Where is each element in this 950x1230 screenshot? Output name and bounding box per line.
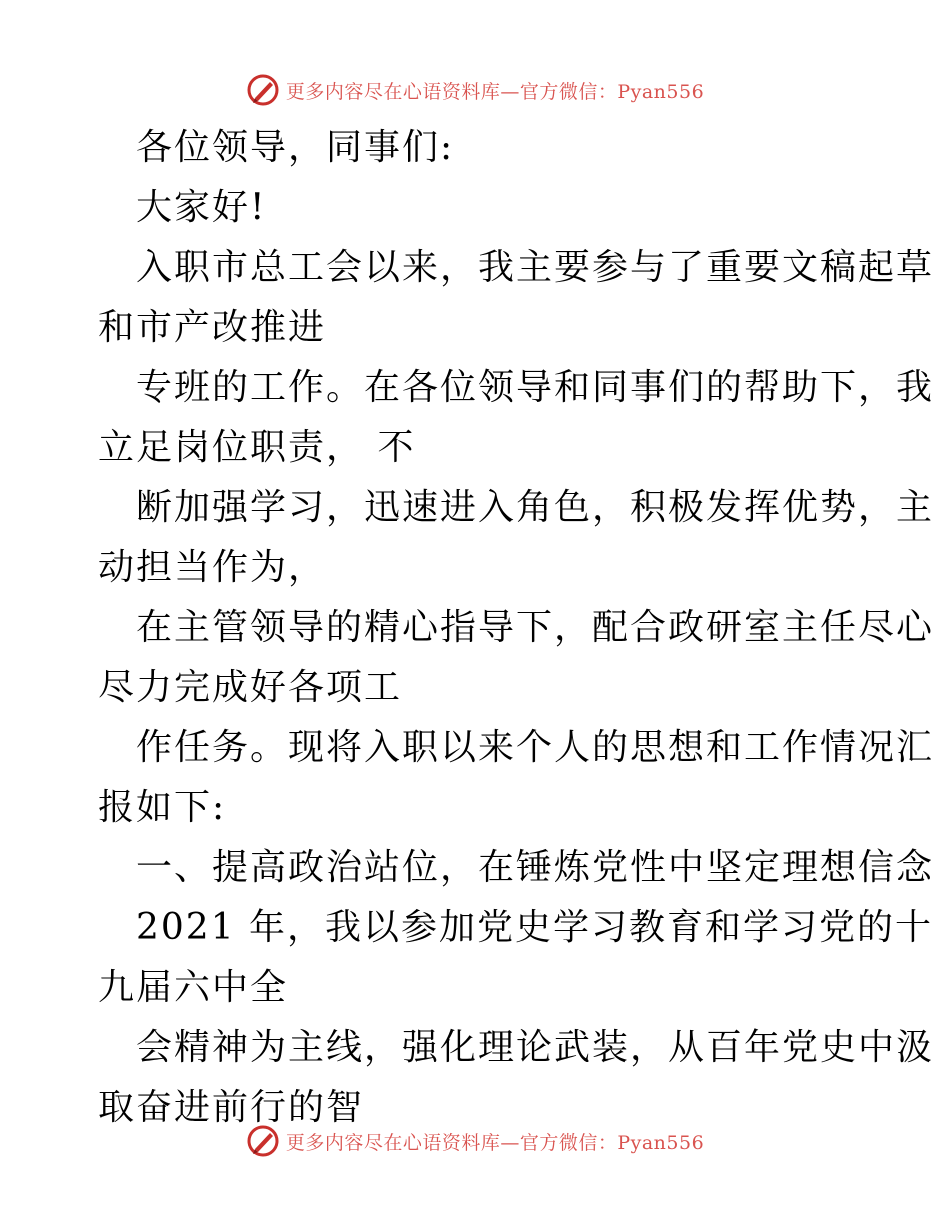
pen-logo-icon	[246, 1124, 280, 1158]
paragraph-line: 入职市总工会以来，我主要参与了重要文稿起草	[136, 247, 935, 288]
pen-logo-icon	[246, 73, 280, 107]
paragraph-line: 九届六中全	[98, 967, 289, 1008]
paragraph-line: 立足岗位职责， 不	[98, 427, 416, 468]
paragraph-line: 尽力完成好各项工	[98, 667, 403, 708]
paragraph-line: 大家好!	[136, 187, 267, 228]
paragraph-line: 作任务。现将入职以来个人的思想和工作情况汇	[136, 727, 935, 768]
paragraph-line: 各位领导，同事们:	[136, 127, 455, 168]
paragraph-line: 和市产改推进	[98, 307, 327, 348]
paragraph-line: 会精神为主线，强化理论武装，从百年党史中汲	[136, 1027, 935, 1068]
paragraph-line: 在主管领导的精心指导下，配合政研室主任尽心	[136, 607, 935, 648]
paragraph-line: 报如下:	[98, 787, 227, 828]
paragraph-line: 专班的工作。在各位领导和同事们的帮助下，我	[136, 367, 935, 408]
header-watermark	[0, 70, 950, 110]
paragraph-line: 断加强学习，迅速进入角色，积极发挥优势，主	[136, 487, 935, 528]
paragraph-line: 取奋进前行的智	[98, 1087, 365, 1128]
watermark-text: 更多内容尽在心语资料库—官方微信：Pyan556	[285, 1131, 705, 1154]
paragraph-line: 动担当作为，	[98, 547, 327, 588]
document-body	[98, 118, 935, 1138]
paragraph-line: 2021 年，我以参加党史学习教育和学习党的十	[136, 907, 934, 948]
watermark-text: 更多内容尽在心语资料库—官方微信：Pyan556	[285, 80, 705, 103]
section-heading: 一、提高政治站位，在锤炼党性中坚定理想信念	[136, 847, 935, 888]
footer-watermark	[0, 1121, 950, 1161]
